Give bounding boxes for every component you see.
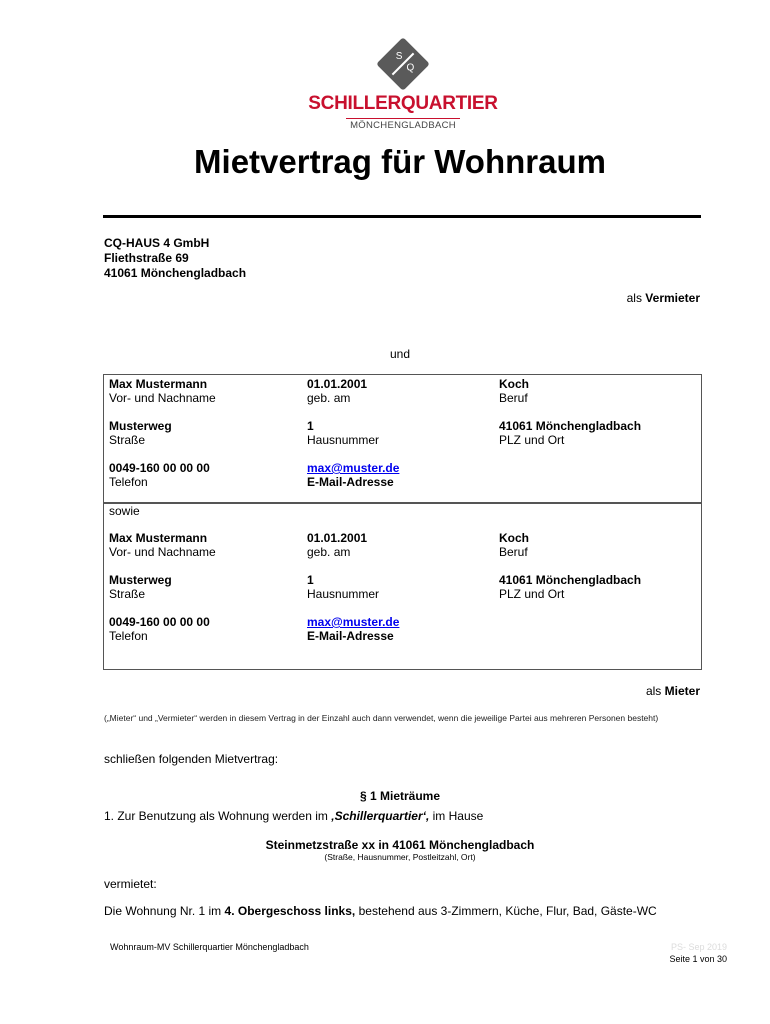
- tenant-1-city-cell: [499, 419, 641, 447]
- landlord-role-label: Vermieter: [645, 291, 700, 305]
- party-note: („Mieter“ und „Vermieter“ werden in diesem Vertrag in der Einzahl auch dann verwendet, wenn die jeweilige Partei aus mehreren Personen besteht): [104, 713, 659, 723]
- tenant-1-name: Max Mustermann: [109, 377, 208, 391]
- tenant-1-birth: 01.01.2001: [307, 377, 368, 391]
- brand-city: MÖNCHENGLADBACH: [350, 120, 456, 131]
- tenant-2-house-no: 1: [307, 573, 314, 587]
- tenant-2-job-cell: [499, 531, 529, 559]
- tenant-2-email-link[interactable]: max@muster.de: [307, 615, 400, 629]
- tenant-1-job-cell: [499, 377, 529, 405]
- tenant-2-city: 41061 Mönchengladbach: [499, 573, 642, 587]
- title-divider: [103, 215, 701, 218]
- tenant-2-email-cell: [307, 615, 399, 643]
- landlord-name: CQ-HAUS 4 GmbH: [104, 236, 210, 250]
- tenant-2-house-cell: [307, 573, 379, 601]
- landlord-street: Fliethstraße 69: [104, 251, 189, 265]
- tenant-1-job: Koch: [499, 377, 529, 391]
- tenant-2-street-label: Straße: [109, 587, 146, 601]
- tenant-2-street: Musterweg: [109, 573, 172, 587]
- tenant-role-label: Mieter: [664, 684, 700, 698]
- tenant-2-email-label: E-Mail-Adresse: [307, 629, 394, 643]
- logo-mark: [376, 37, 430, 91]
- tenant-1-email-link[interactable]: max@muster.de: [307, 461, 400, 475]
- tenant-2-job: Koch: [499, 531, 529, 545]
- footer-page-number: Seite 1 von 30: [669, 954, 727, 964]
- logo-letter-s: S: [395, 51, 403, 63]
- page-title: Mietvertrag für Wohnraum: [194, 143, 606, 180]
- footer-doc-title: Wohnraum-MV Schillerquartier Mönchengladbach: [110, 942, 309, 952]
- tenant-2-house-label: Hausnummer: [307, 587, 380, 601]
- tenant-2-birth-label: geb. am: [307, 545, 351, 559]
- property-address-caption: (Straße, Hausnummer, Postleitzahl, Ort): [324, 852, 476, 862]
- tenant-box-2: [103, 502, 702, 670]
- tenant-1-city-label: PLZ und Ort: [499, 433, 565, 447]
- sowie-label: sowie: [109, 504, 140, 518]
- tenant-2-city-cell: [499, 573, 641, 601]
- tenant-1-house-no: 1: [307, 419, 314, 433]
- brand-rule: [346, 118, 460, 119]
- brand-name: SCHILLERQUARTIER: [308, 93, 498, 114]
- connector-und: und: [389, 347, 411, 361]
- tenant-1-phone: 0049-160 00 00 00: [109, 461, 210, 475]
- footer-version: PS- Sep 2019: [670, 942, 727, 952]
- tenant-2-phone-label: Telefon: [109, 629, 148, 643]
- tenant-1-house-label: Hausnummer: [307, 433, 380, 447]
- tenant-1-phone-label: Telefon: [109, 475, 148, 489]
- tenant-1-name-label: Vor- und Nachname: [109, 391, 216, 405]
- tenant-1-phone-cell: [109, 461, 210, 489]
- tenant-1-street: Musterweg: [109, 419, 172, 433]
- tenant-2-name-cell: [109, 531, 216, 559]
- section-item-1: 1. Zur Benutzung als Wohnung werden im ‚Schillerquartier‘, im Hause: [104, 809, 484, 823]
- tenant-1-street-cell: [109, 419, 172, 447]
- tenant-2-name: Max Mustermann: [109, 531, 208, 545]
- tenant-2-birth: 01.01.2001: [307, 531, 368, 545]
- tenant-1-name-cell: [109, 377, 216, 405]
- property-address: Steinmetzstraße xx in 41061 Mönchengladbach: [265, 838, 535, 852]
- tenant-2-birth-cell: [307, 531, 367, 559]
- tenant-2-phone-cell: [109, 615, 210, 643]
- tenant-1-street-label: Straße: [109, 433, 146, 447]
- landlord-role: als Vermieter: [626, 291, 700, 305]
- tenant-2-job-label: Beruf: [499, 545, 528, 559]
- vermietet-label: vermietet:: [104, 877, 157, 891]
- tenant-1-email-cell: [307, 461, 399, 489]
- apartment-floor: 4. Obergeschoss links,: [224, 904, 356, 918]
- tenant-2-street-cell: [109, 573, 172, 601]
- tenant-box-1: [103, 374, 702, 504]
- project-name: ‚Schillerquartier‘,: [331, 809, 430, 823]
- logo-letter-q: Q: [406, 62, 415, 74]
- contract-intro: schließen folgenden Mietvertrag:: [104, 752, 279, 766]
- tenant-1-city: 41061 Mönchengladbach: [499, 419, 642, 433]
- tenant-1-house-cell: [307, 419, 379, 447]
- tenant-2-name-label: Vor- und Nachname: [109, 545, 216, 559]
- tenant-role: als Mieter: [645, 684, 700, 698]
- landlord-city: 41061 Mönchengladbach: [104, 266, 247, 280]
- tenant-1-job-label: Beruf: [499, 391, 528, 405]
- tenant-2-city-label: PLZ und Ort: [499, 587, 565, 601]
- tenant-1-birth-label: geb. am: [307, 391, 351, 405]
- tenant-1-email-label: E-Mail-Adresse: [307, 475, 394, 489]
- section-heading: § 1 Mieträume: [359, 789, 441, 803]
- landlord-block: [104, 236, 246, 281]
- apartment-description: Die Wohnung Nr. 1 im 4. Obergeschoss links, bestehend aus 3-Zimmern, Küche, Flur, Bad, Gäste-WC: [104, 904, 657, 918]
- tenant-2-phone: 0049-160 00 00 00: [109, 615, 210, 629]
- tenant-1-birth-cell: [307, 377, 367, 405]
